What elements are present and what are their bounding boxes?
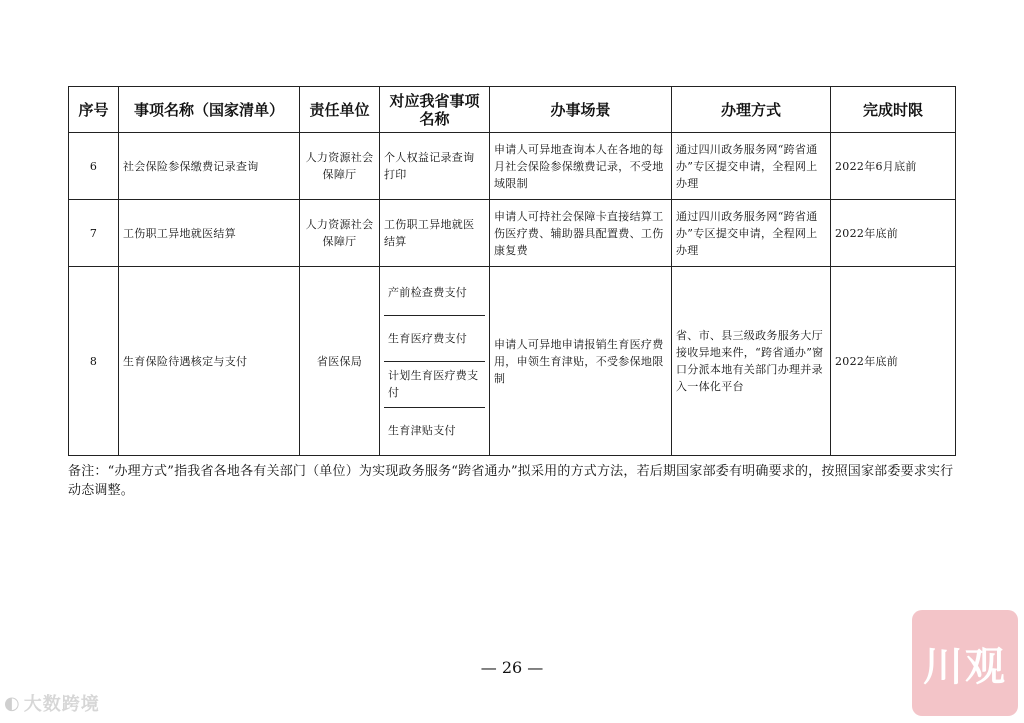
header-item-name: 事项名称（国家清单） <box>119 87 300 133</box>
row-seq: 6 <box>69 133 119 200</box>
header-method: 办理方式 <box>672 87 831 133</box>
province-subitem: 生育津贴支付 <box>388 423 456 437</box>
province-subitems-table <box>384 270 485 453</box>
header-province-item: 对应我省事项名称 <box>380 87 490 133</box>
row-province-item: 工伤职工异地就医结算 <box>380 200 490 267</box>
header-dept: 责任单位 <box>300 87 380 133</box>
row-scenario: 申请人可异地查询本人在各地的每月社会保险参保缴费记录，不受地域限制 <box>490 133 672 200</box>
table-row <box>69 200 956 267</box>
task-table <box>68 86 956 456</box>
header-deadline: 完成时限 <box>831 87 956 133</box>
table-row <box>69 133 956 200</box>
row-method: 通过四川政务服务网“跨省通办”专区提交申请，全程网上办理 <box>672 200 831 267</box>
province-subitem: 计划生育医疗费支付 <box>384 361 485 407</box>
row-dept: 省医保局 <box>300 267 380 456</box>
row-item-name: 工伤职工异地就医结算 <box>119 200 300 267</box>
row-dept: 人力资源社会保障厅 <box>300 133 380 200</box>
row-item-name: 生育保险待遇核定与支付 <box>119 267 300 456</box>
table-header-row <box>69 87 956 133</box>
header-scenario: 办事场景 <box>490 87 672 133</box>
row-method: 通过四川政务服务网“跨省通办”专区提交申请，全程网上办理 <box>672 133 831 200</box>
watermark-right-text: 川观 <box>923 643 1007 690</box>
row-scenario: 申请人可持社会保障卡直接结算工伤医疗费、辅助器具配置费、工伤康复费 <box>490 200 672 267</box>
row-seq: 7 <box>69 200 119 267</box>
watermark-left-text: 大数跨境 <box>23 694 100 715</box>
footnote: 备注：“办理方式”指我省各地各有关部门（单位）为实现政务服务“跨省通办”拟采用的方式方法，若后期国家部委有明确要求的，按照国家部委要求实行动态调整。 <box>68 464 954 498</box>
row-scenario: 申请人可异地申请报销生育医疗费用，申领生育津贴，不受参保地限制 <box>490 267 672 456</box>
watermark-left <box>4 690 100 716</box>
page-number: — 26 — <box>480 658 544 677</box>
row-province-items <box>380 267 490 456</box>
row-province-item: 个人权益记录查询打印 <box>380 133 490 200</box>
header-seq: 序号 <box>69 87 119 133</box>
row-item-name: 社会保险参保缴费记录查询 <box>119 133 300 200</box>
weibo-logo-icon: ◐ <box>4 692 20 714</box>
table-row <box>69 267 956 456</box>
province-subitem: 生育医疗费支付 <box>384 315 485 361</box>
chuanguan-logo-watermark <box>912 610 1018 716</box>
row-deadline: 2022年底前 <box>831 267 956 456</box>
province-subitem: 产前检查费支付 <box>384 270 485 316</box>
row-seq: 8 <box>69 267 119 456</box>
row-deadline: 2022年底前 <box>831 200 956 267</box>
row-method: 省、市、县三级政务服务大厅接收异地来件，“跨省通办”窗口分派本地有关部门办理并录入一体化平台 <box>672 267 831 456</box>
row-deadline: 2022年6月底前 <box>831 133 956 200</box>
row-dept: 人力资源社会保障厅 <box>300 200 380 267</box>
